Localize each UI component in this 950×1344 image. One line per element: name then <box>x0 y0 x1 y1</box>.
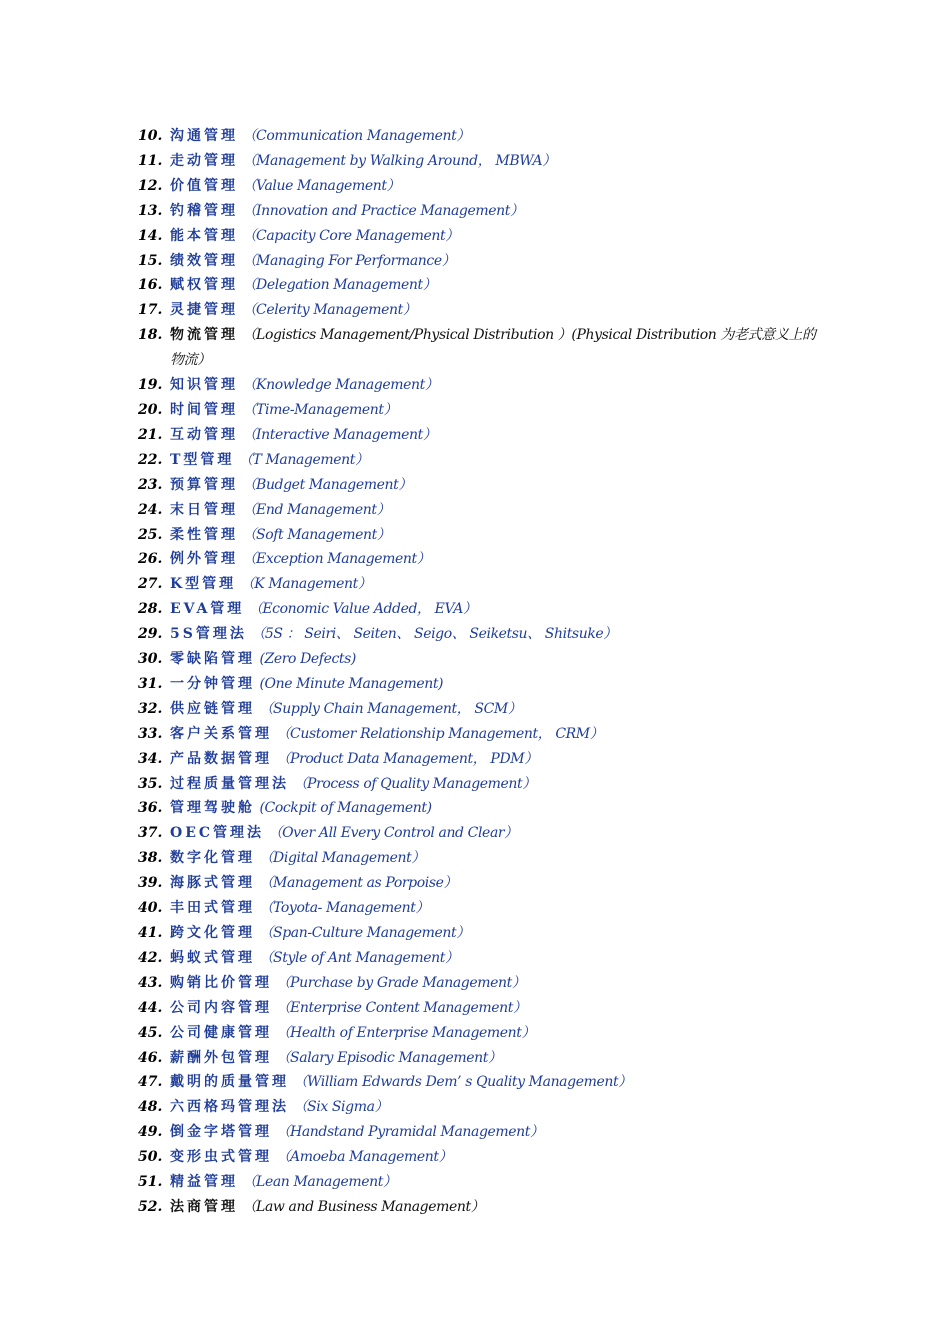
item-chinese-term: 购销比价管理 <box>170 974 272 991</box>
item-english-term: （Customer Relationship Management， CRM） <box>276 725 604 742</box>
item-number: 25. <box>138 526 163 543</box>
item-number: 19. <box>138 377 163 394</box>
list-item <box>138 772 818 797</box>
list-item <box>138 946 818 971</box>
item-english-term: （Handstand Pyramidal Management） <box>276 1124 544 1141</box>
item-english-term: （Health of Enterprise Management） <box>276 1024 536 1041</box>
item-number: 10. <box>138 128 163 144</box>
item-chinese-term: 数字化管理 <box>170 850 255 867</box>
item-chinese-term: 蚂蚁式管理 <box>170 949 255 966</box>
item-english-term: （K Management） <box>240 576 372 593</box>
list-item <box>138 1095 818 1120</box>
item-chinese-term: 例外管理 <box>170 551 238 568</box>
item-number: 24. <box>138 501 163 518</box>
item-number: 34. <box>138 750 163 767</box>
item-english-term: （Knowledge Management） <box>242 377 439 394</box>
item-chinese-term: 公司内容管理 <box>170 999 272 1016</box>
item-english-term: （5S ： Seiri、 Seiten、 Seigo、 Seiketsu、 Shitsuke） <box>251 626 617 643</box>
list-item <box>138 896 818 921</box>
item-number: 31. <box>138 675 163 692</box>
item-english-term: （End Management） <box>242 501 391 518</box>
list-item <box>138 1120 818 1145</box>
item-english-term: （Delegation Management） <box>242 277 437 294</box>
list-item <box>138 273 818 298</box>
list-item <box>138 572 818 597</box>
list-item <box>138 597 818 622</box>
list-item <box>138 174 818 199</box>
management-methods-list <box>138 124 818 1220</box>
list-item <box>138 1170 818 1195</box>
item-number: 11. <box>138 152 163 169</box>
item-number: 42. <box>138 949 163 966</box>
list-item <box>138 871 818 896</box>
item-number: 30. <box>138 651 163 668</box>
item-number: 40. <box>138 900 163 917</box>
item-number: 23. <box>138 476 163 493</box>
list-item <box>138 697 818 722</box>
list-item <box>138 921 818 946</box>
item-number: 21. <box>138 426 163 443</box>
item-number: 14. <box>138 227 163 244</box>
list-item <box>138 498 818 523</box>
item-chinese-term: 零缺陷管理 <box>170 651 255 668</box>
item-number: 13. <box>138 202 163 219</box>
list-item <box>138 224 818 249</box>
item-chinese-term: EVA管理 <box>170 601 245 618</box>
item-english-term: （Time-Management） <box>242 401 398 418</box>
item-number: 51. <box>138 1174 163 1191</box>
item-number: 28. <box>138 601 163 618</box>
item-chinese-term: 供应链管理 <box>170 700 255 717</box>
list-item <box>138 199 818 224</box>
item-number: 50. <box>138 1149 163 1166</box>
item-chinese-term: 丰田式管理 <box>170 900 255 917</box>
item-english-term: （Managing For Performance） <box>242 252 456 269</box>
list-item <box>138 373 818 398</box>
item-english-term: （Over All Every Control and Clear） <box>268 825 518 842</box>
item-chinese-term: 公司健康管理 <box>170 1024 272 1041</box>
item-english-term: （Digital Management） <box>259 850 425 867</box>
item-number: 36. <box>138 800 163 817</box>
item-english-term: （Innovation and Practice Management） <box>242 202 524 219</box>
list-item <box>138 423 818 448</box>
list-item <box>138 323 818 373</box>
item-english-term: （Lean Management） <box>242 1174 397 1191</box>
item-number: 17. <box>138 302 163 319</box>
list-item <box>138 996 818 1021</box>
item-number: 15. <box>138 252 163 269</box>
item-english-term: （Budget Management） <box>242 476 412 493</box>
item-number: 18. <box>138 327 163 344</box>
item-number: 41. <box>138 925 163 941</box>
list-item <box>138 622 818 647</box>
item-english-term: (Zero Defects) <box>259 651 356 668</box>
item-number: 32. <box>138 700 163 717</box>
item-english-term: （Exception Management） <box>242 551 431 568</box>
item-english-term: （Product Data Management， PDM） <box>276 750 538 767</box>
list-item <box>138 821 818 846</box>
item-chinese-term: 过程质量管理法 <box>170 775 289 792</box>
item-number: 38. <box>138 850 163 867</box>
item-chinese-term: 倒金字塔管理 <box>170 1124 272 1141</box>
item-number: 12. <box>138 177 163 194</box>
item-english-term: （Purchase by Grade Management） <box>276 974 526 991</box>
item-chinese-term: 六西格玛管理法 <box>170 1099 289 1116</box>
item-number: 26. <box>138 551 163 568</box>
list-item <box>138 796 818 821</box>
item-number: 35. <box>138 775 163 792</box>
list-item <box>138 1195 818 1220</box>
item-number: 49. <box>138 1124 163 1141</box>
item-chinese-term: OEC管理法 <box>170 825 265 842</box>
item-number: 39. <box>138 875 163 892</box>
item-number: 20. <box>138 401 163 418</box>
item-chinese-term: 灵捷管理 <box>170 302 238 319</box>
list-item <box>138 547 818 572</box>
item-number: 22. <box>138 451 163 468</box>
list-item <box>138 672 818 697</box>
item-english-term: （T Management） <box>238 451 369 468</box>
item-chinese-term: 精益管理 <box>170 1174 238 1191</box>
item-english-term: （Supply Chain Management， SCM） <box>259 700 522 717</box>
item-chinese-term: K型管理 <box>170 576 237 593</box>
item-english-term: （Soft Management） <box>242 526 391 543</box>
item-chinese-term: 时间管理 <box>170 401 238 418</box>
item-number: 29. <box>138 626 163 643</box>
item-chinese-term: 赋权管理 <box>170 277 238 294</box>
item-chinese-term: 一分钟管理 <box>170 675 255 692</box>
item-chinese-term: 柔性管理 <box>170 526 238 543</box>
list-item <box>138 523 818 548</box>
list-item <box>138 1021 818 1046</box>
item-number: 46. <box>138 1049 163 1066</box>
item-chinese-term: 能本管理 <box>170 227 238 244</box>
list-item <box>138 1070 818 1095</box>
list-item <box>138 124 818 149</box>
item-number: 45. <box>138 1024 163 1041</box>
list-item <box>138 971 818 996</box>
item-chinese-term: 薪酬外包管理 <box>170 1049 272 1066</box>
item-english-term: （Celerity Management） <box>242 302 417 319</box>
item-chinese-term: 管理驾驶舱 <box>170 800 255 817</box>
list-item <box>138 647 818 672</box>
item-number: 43. <box>138 974 163 991</box>
item-english-term: （Salary Episodic Management） <box>276 1049 502 1066</box>
item-english-term: （Enterprise Content Management） <box>276 999 527 1016</box>
item-english-term: (Cockpit of Management) <box>259 800 432 817</box>
item-number: 27. <box>138 576 163 593</box>
item-english-term: （Management by Walking Around， MBWA） <box>242 152 556 169</box>
item-english-term: （Law and Business Management） <box>242 1198 485 1215</box>
item-english-term: （Interactive Management） <box>242 426 437 443</box>
item-chinese-term: 5S管理法 <box>170 626 247 643</box>
item-chinese-term: 末日管理 <box>170 501 238 518</box>
item-english-term: （Economic Value Added， EVA） <box>248 601 477 618</box>
item-number: 52. <box>138 1198 163 1215</box>
item-chinese-term: 走动管理 <box>170 152 238 169</box>
item-chinese-term: 知识管理 <box>170 377 238 394</box>
item-english-term: (One Minute Management) <box>259 675 444 692</box>
list-item <box>138 473 818 498</box>
item-number: 33. <box>138 725 163 742</box>
item-english-term: （Communication Management） <box>242 128 470 144</box>
list-item <box>138 846 818 871</box>
item-chinese-term: 沟通管理 <box>170 128 238 144</box>
item-english-term: （Value Management） <box>242 177 401 194</box>
list-item <box>138 149 818 174</box>
item-number: 47. <box>138 1074 163 1091</box>
item-chinese-term: 预算管理 <box>170 476 238 493</box>
item-chinese-term: T型管理 <box>170 451 235 468</box>
item-english-term: （William Edwards Dem’ s Quality Management） <box>293 1074 632 1091</box>
item-chinese-term: 变形虫式管理 <box>170 1149 272 1166</box>
item-chinese-term: 客户关系管理 <box>170 725 272 742</box>
list-item <box>138 249 818 274</box>
list-item <box>138 1145 818 1170</box>
item-chinese-term: 戴明的质量管理 <box>170 1074 289 1091</box>
list-item <box>138 722 818 747</box>
item-chinese-term: 跨文化管理 <box>170 925 255 941</box>
item-chinese-term: 绩效管理 <box>170 252 238 269</box>
item-english-term: （Logistics Management/Physical Distribution ）(Physical Distribution 为老式意义上的物流） <box>170 327 816 369</box>
item-chinese-term: 物流管理 <box>170 327 238 344</box>
item-chinese-term: 海豚式管理 <box>170 875 255 892</box>
item-chinese-term: 产品数据管理 <box>170 750 272 767</box>
item-chinese-term: 法商管理 <box>170 1198 238 1215</box>
item-english-term: （Process of Quality Management） <box>293 775 536 792</box>
item-number: 44. <box>138 999 163 1016</box>
item-english-term: （Six Sigma） <box>293 1099 389 1116</box>
item-english-term: （Management as Porpoise） <box>259 875 458 892</box>
item-english-term: （Style of Ant Management） <box>259 949 459 966</box>
item-number: 48. <box>138 1099 163 1116</box>
list-item <box>138 448 818 473</box>
list-item <box>138 298 818 323</box>
item-english-term: （Amoeba Management） <box>276 1149 453 1166</box>
item-chinese-term: 互动管理 <box>170 426 238 443</box>
item-number: 16. <box>138 277 163 294</box>
item-chinese-term: 价值管理 <box>170 177 238 194</box>
item-number: 37. <box>138 825 163 842</box>
item-english-term: （Toyota- Management） <box>259 900 430 917</box>
item-english-term: （Capacity Core Management） <box>242 227 459 244</box>
list-item <box>138 398 818 423</box>
list-item <box>138 747 818 772</box>
item-chinese-term: 钓稽管理 <box>170 202 238 219</box>
list-item <box>138 1046 818 1071</box>
item-english-term: （Span-Culture Management） <box>259 925 470 941</box>
